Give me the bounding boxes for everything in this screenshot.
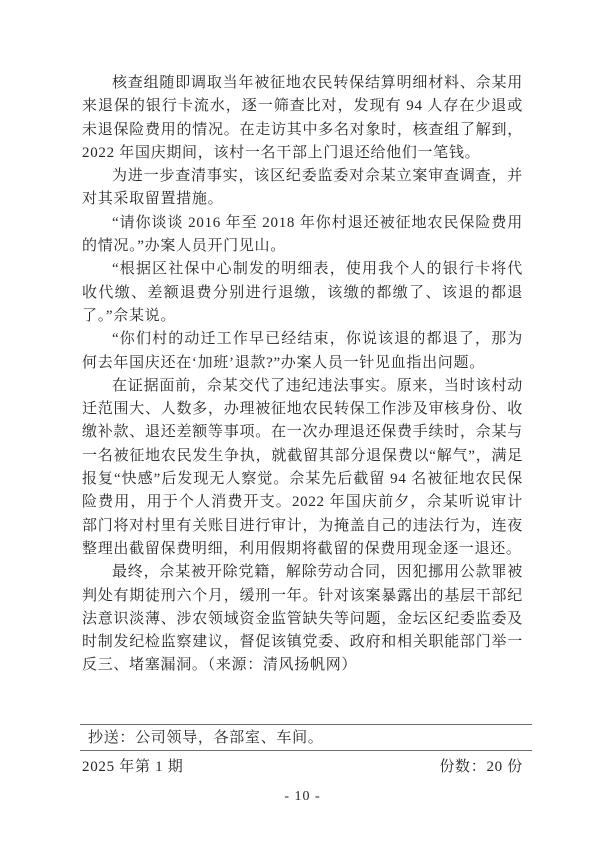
paragraph-6: 在证据面前，佘某交代了违纪违法事实。原来，当时该村动迁范围大、人数多，办理被征地农民转保工作涉及审核身份、收缴补款、退还差额等事项。在一次办理退还保费手续时，佘某与一名被征地农民发生争执，就截留其部分退保费以“解气”，满足报复“快感”后发现无人察觉。佘某先后截留 94 名被征地农民保险费用，用于个人消费开支。2022 年国庆前夕，佘某听说审计部门将对村里有关账目进行审计，为掩盖自己的违法行为，连夜整理出截留保费明细，利用假期将截留的保费用现金逐一退还。: [82, 377, 523, 557]
paragraph-5: “你们村的动迁工作早已经结束，你说该退的都退了，那为何去年国庆还在‘加班’退款?”办案人员一针见血指出问题。: [82, 331, 523, 371]
paragraph-2: 为进一步查清事实，该区纪委监委对佘某立案审查调查，并对其采取留置措施。: [82, 168, 523, 208]
cc-divider-bottom: [80, 750, 532, 751]
footer-row: [82, 757, 523, 777]
page-number: - 10 -: [284, 789, 321, 804]
paragraph-1: 核查组随即调取当年被征地农民转保结算明细材料、佘某用来退保的银行卡流水，逐一筛查比对，发现有 94 人存在少退或未退保险费用的情况。在走访其中多名对象时，核查组了解到，2022 年国庆期间，该村一名干部上门退还给他们一笔钱。: [82, 75, 523, 161]
document-body: [82, 72, 523, 678]
cc-line: 抄送：公司领导，各部室、车间。: [88, 730, 324, 746]
cc-divider-top: [80, 724, 532, 725]
paragraph-3: “请你谈谈 2016 年至 2018 年你村退还被征地农民保险费用的情况。”办案人员开门见山。: [82, 214, 523, 255]
paragraph-4: “根据区社保中心制发的明细表，使用我个人的银行卡将代收代缴、差额退费分别进行退缴，该缴的都缴了、该退的都退了。”佘某说。: [82, 261, 523, 324]
copies-count: 份数：20 份: [439, 759, 523, 775]
paragraph-7: 最终，佘某被开除党籍，解除劳动合同，因犯挪用公款罪被判处有期徒刑六个月，缓刑一年。针对该案暴露出的基层干部纪法意识淡薄、涉农领域资金监管缺失等问题，金坛区纪委监委及时制发纪检监察建议，督促该镇党委、政府和相关职能部门举一反三、堵塞漏洞。（来源：清风扬帆网）: [82, 564, 523, 674]
issue-number: 2025 年第 1 期: [82, 759, 184, 775]
